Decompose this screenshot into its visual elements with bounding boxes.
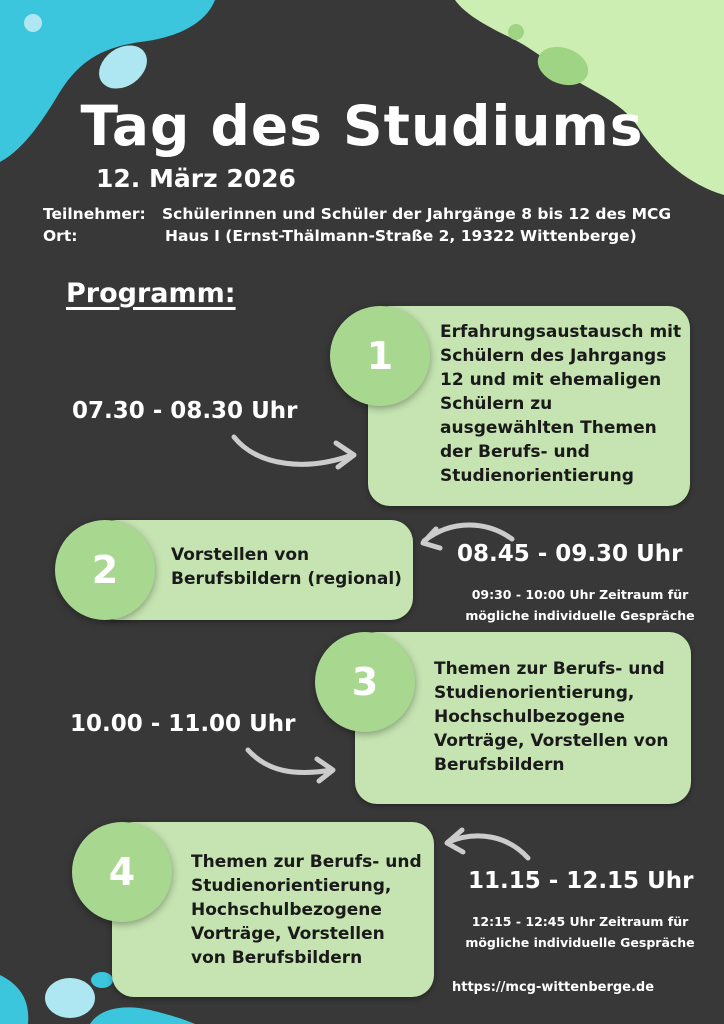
time-slot-4: 11.15 - 12.15 Uhr	[468, 868, 694, 894]
program-text-line: Schülern des Jahrgangs	[440, 346, 667, 366]
event-date: 12. März 2026	[96, 164, 296, 193]
curved-arrow-right-icon	[240, 742, 340, 787]
break-note-line: 12:15 - 12:45 Uhr Zeitraum für	[471, 914, 689, 929]
program-text-line: Vorträge, Vorstellen von	[434, 731, 669, 751]
blob-bottom-left-light	[45, 978, 95, 1018]
blob-bottom-left-small	[91, 972, 113, 988]
program-text-line: Hochschulbezogene	[191, 900, 382, 920]
page-title: Tag des Studiums	[80, 94, 644, 158]
program-text-line: Themen zur Berufs- und	[434, 659, 665, 679]
program-text-line: Schülern zu	[440, 394, 553, 414]
participants-label: Teilnehmer:	[43, 205, 146, 223]
break-note-line: mögliche individuelle Gespräche	[465, 935, 695, 950]
program-text-3	[434, 657, 668, 777]
program-text-line: Studienorientierung,	[191, 876, 392, 896]
break-note-line: 09:30 - 10:00 Uhr Zeitraum für	[471, 587, 689, 602]
program-text-4	[191, 850, 422, 970]
program-text-line: von Berufsbildern	[191, 948, 363, 968]
program-text-line: Themen zur Berufs- und	[191, 852, 422, 872]
step-number-2: 2	[55, 520, 155, 620]
step-number-4: 4	[72, 822, 172, 922]
website-link[interactable]: https://mcg-wittenberge.de	[452, 980, 655, 995]
program-text-line: ausgewählten Themen	[440, 418, 657, 438]
program-text-line: Hochschulbezogene	[434, 707, 625, 727]
time-slot-3: 10.00 - 11.00 Uhr	[70, 711, 296, 737]
program-text-line: Studienorientierung,	[434, 683, 635, 703]
program-text-line: Erfahrungsaustausch mit	[440, 322, 682, 342]
break-note-2	[436, 911, 724, 953]
step-number-1: 1	[330, 306, 430, 406]
location-label: Ort:	[43, 227, 78, 245]
dot-top-right	[508, 24, 524, 40]
blob-bottom-left-wave	[90, 1007, 195, 1024]
curved-arrow-left-icon	[438, 822, 538, 867]
break-note-1	[436, 584, 724, 626]
program-heading: Programm:	[66, 278, 236, 309]
time-slot-1: 07.30 - 08.30 Uhr	[72, 398, 298, 424]
dot-top-left	[24, 14, 42, 32]
step-number-3: 3	[315, 632, 415, 732]
time-slot-2: 08.45 - 09.30 Uhr	[457, 541, 683, 567]
program-text-line: Vorträge, Vorstellen	[191, 924, 385, 944]
program-text-line: der Berufs- und	[440, 442, 590, 462]
program-text-1	[440, 320, 681, 488]
location-value: Haus I (Ernst-Thälmann-Straße 2, 19322 Wittenberge)	[165, 227, 637, 245]
break-note-line: mögliche individuelle Gespräche	[465, 608, 695, 623]
program-text-line: Studienorientierung	[440, 466, 634, 486]
program-text-line: Berufsbildern	[434, 755, 565, 775]
program-text-line: 12 und mit ehemaligen	[440, 370, 662, 390]
curved-arrow-right-icon	[228, 425, 368, 475]
blob-bottom-left-blue	[0, 975, 28, 1024]
program-text-line: Vorstellen von	[171, 545, 310, 565]
program-text-line: Berufsbildern (regional)	[171, 569, 402, 589]
program-text-2	[171, 543, 402, 591]
participants-value: Schülerinnen und Schüler der Jahrgänge 8 bis 12 des MCG	[162, 205, 672, 223]
